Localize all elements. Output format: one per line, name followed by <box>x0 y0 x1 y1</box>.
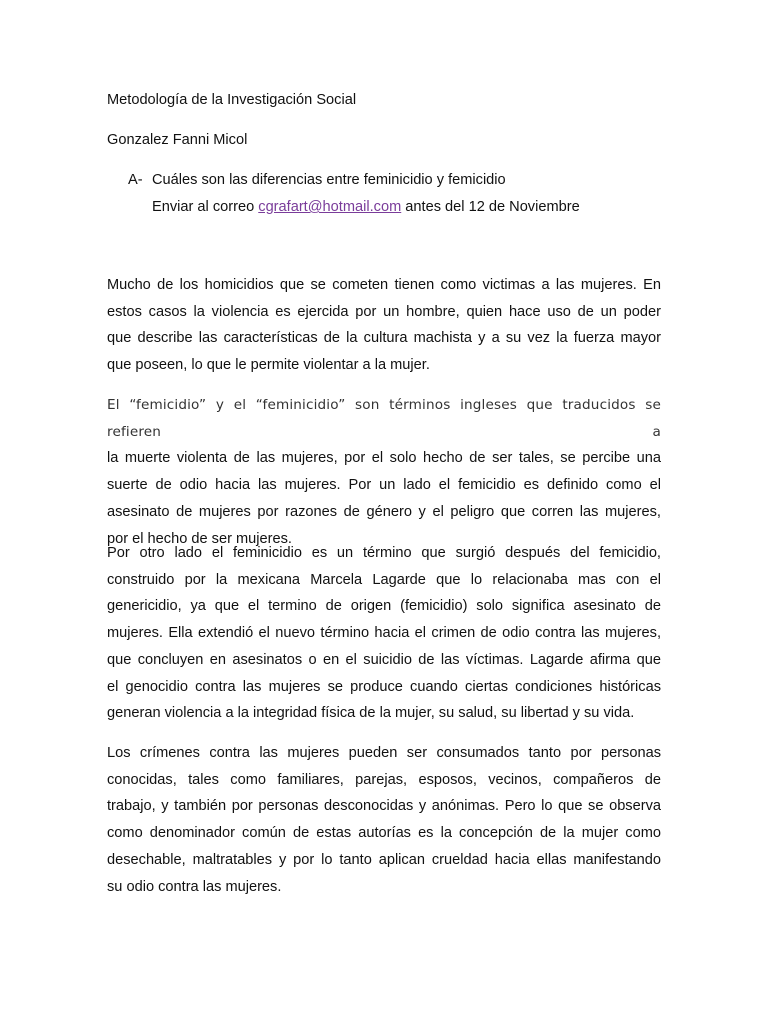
paragraph-line: desechable, maltratables y por lo tanto aplican crueldad hacia ellas manifestando <box>107 851 661 868</box>
paragraph-1 <box>107 272 661 379</box>
send-prefix: Enviar al correo <box>152 199 255 215</box>
list-marker: A- <box>128 172 143 188</box>
paragraph-line: que describe las características de la cultura machista y a su vez la fuerza mayor <box>107 330 661 347</box>
paragraph-line: generan violencia a la integridad física de la mujer, su salud, su libertad y su vida. <box>107 705 635 722</box>
paragraph-line: el genocidio contra las mujeres se produce cuando ciertas condiciones históricas <box>107 678 661 695</box>
paragraph-line: asesinato de mujeres por razones de género y el peligro que corren las mujeres, <box>107 503 661 520</box>
paragraph-line: que poseen, lo que le permite violentar a la mujer. <box>107 357 430 374</box>
paragraph-line: su odio contra las mujeres. <box>107 878 282 895</box>
paragraph-3 <box>107 540 661 727</box>
paragraph-line: Los crímenes contra las mujeres pueden ser consumados tanto por personas <box>107 745 661 761</box>
paragraph-4 <box>107 740 661 900</box>
paragraph-line: estos casos la violencia es ejercida por un hombre, quien hace uso de un poder <box>107 303 661 320</box>
paragraph-2 <box>107 392 661 552</box>
paragraph-line: Por otro lado el feminicidio es un término que surgió después del femicidio, <box>107 545 661 561</box>
course-title: Metodología de la Investigación Social <box>107 92 357 108</box>
paragraph-line: que concluyen en asesinatos o en el suicidio de las víctimas. Lagarde afirma que <box>107 651 661 668</box>
paragraph-line: la muerte violenta de las mujeres, por el solo hecho de ser tales, se percibe una <box>107 450 661 467</box>
paragraph-line: genericidio, ya que el termino de origen (femicidio) solo significa asesinato de <box>107 598 661 615</box>
question-text: Cuáles son las diferencias entre feminicidio y femicidio <box>152 172 506 188</box>
email-link[interactable]: cgrafart@hotmail.com <box>258 199 402 215</box>
paragraph-line: Mucho de los homicidios que se cometen tienen como victimas a las mujeres. En <box>107 277 661 293</box>
paragraph-line: El “femicidio” y el “feminicidio” son términos ingleses que traducidos se refieren a <box>107 397 661 440</box>
send-instructions <box>152 198 580 216</box>
paragraph-line: como denominador común de estas autorías es la concepción de la mujer como <box>107 825 661 842</box>
question-item <box>128 171 506 189</box>
send-suffix: antes del 12 de Noviembre <box>405 199 580 215</box>
paragraph-line: por el hecho de ser mujeres. <box>107 530 292 547</box>
paragraph-line: construido por la mexicana Marcela Lagarde que lo relacionaba mas con el <box>107 571 661 588</box>
paragraph-line: conocidas, tales como familiares, parejas, esposos, vecinos, compañeros de <box>107 771 661 788</box>
paragraph-line: trabajo, y también por personas desconocidas y anónimas. Pero lo que se observa <box>107 798 661 815</box>
author-name: Gonzalez Fanni Micol <box>107 132 248 148</box>
paragraph-line: suerte de odio hacia las mujeres. Por un lado el femicidio es definido como el <box>107 477 661 494</box>
paragraph-line: mujeres. Ella extendió el nuevo término hacia el crimen de odio contra las mujeres, <box>107 625 661 642</box>
